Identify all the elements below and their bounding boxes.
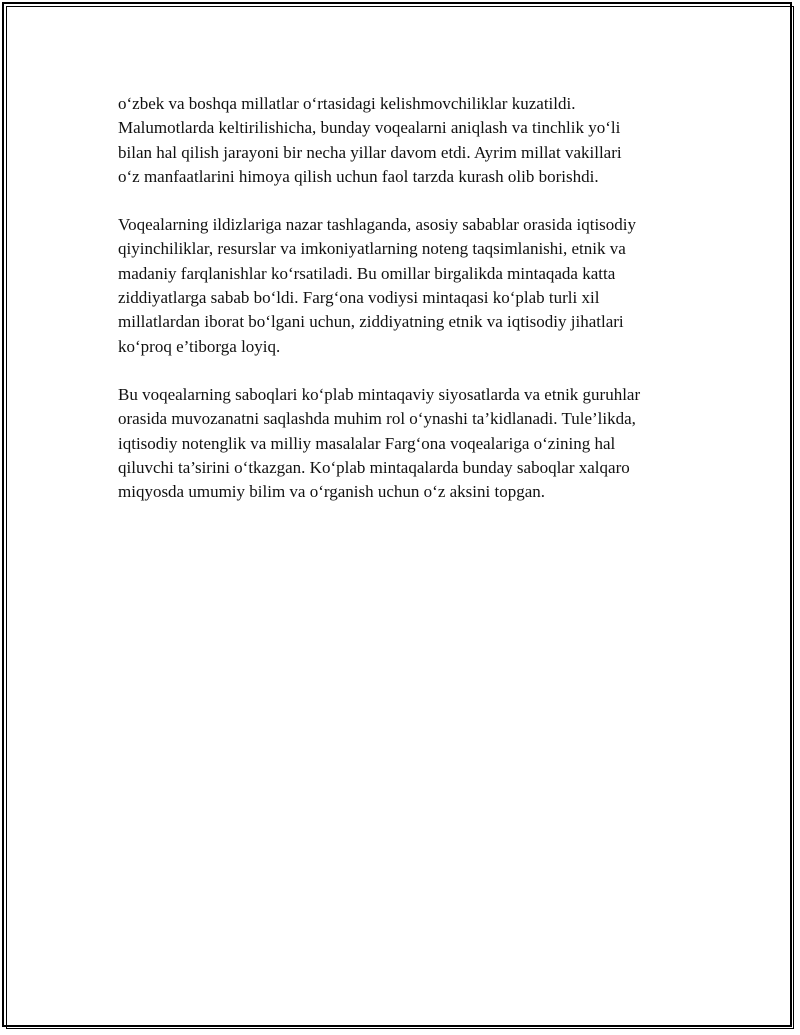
paragraph-1: o‘zbek va boshqa millatlar o‘rtasidagi kelishmovchiliklar kuzatildi. Malumotlarda keltirilishicha, bunday voqealarni aniqlash va tinchlik yo‘li bilan hal qilish jarayoni bir necha yillar davom etdi. Ayrim millat vakillari o‘z manfaatlarini himoya qilish uchun faol tarzda kurash olib borishdi. bbox=[118, 94, 622, 186]
paragraph-2: Voqealarning ildizlariga nazar tashlaganda, asosiy sabablar orasida iqtisodiy qiyinchiliklar, resurslar va imkoniyatlarning noteng taqsimlanishi, etnik va madaniy farqlanishlar ko‘rsatiladi. Bu omillar birgalikda mintaqada katta ziddiyatlarga sabab bo‘ldi. Farg‘ona vodiysi mintaqasi ko‘plab turli xil millatlardan iborat bo‘lgani uchun, ziddiyatning etnik va iqtisodiy jihatlari ko‘proq e’tiborga loyiq. bbox=[118, 215, 637, 356]
paragraph-3: Bu voqealarning saboqlari ko‘plab mintaqaviy siyosatlarda va etnik guruhlar orasida muvozanatni saqlashda muhim rol o‘ynashi ta’kidlanadi. Tule’likda, iqtisodiy notenglik va milliy masalalar Farg‘ona voqealariga o‘zining hal qiluvchi ta’sirini o‘tkazgan. Ko‘plab mintaqalarda bunday saboqlar xalqaro miqyosda umumiy bilim va o‘rganish uchun o‘z aksini topgan. bbox=[118, 384, 641, 502]
document-body bbox=[118, 92, 693, 528]
